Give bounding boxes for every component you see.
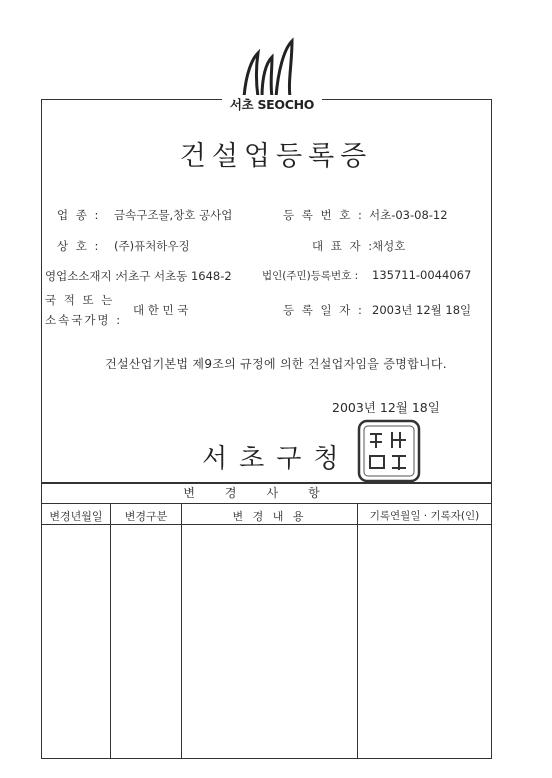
column-header-change-date: 변경년월일 xyxy=(49,510,103,523)
corp-number-label: 법인(주민)등록번호 : xyxy=(262,270,359,282)
issue-date: 2003년 12월 18일 xyxy=(332,400,440,415)
changes-title: 변경사항 xyxy=(183,486,350,500)
logo-text: 서초 SEOCHO xyxy=(222,95,322,113)
business-type-value: 금속구조물,창호 공사업 xyxy=(114,208,233,222)
document-title: 건설업등록증 xyxy=(179,141,373,172)
trade-name-value: (주)퓨처하우징 xyxy=(114,239,190,253)
representative-value: 채성호 xyxy=(372,239,406,253)
column-header-change-type: 변경구분 xyxy=(124,510,168,523)
nationality-value: 대 한 민 국 xyxy=(133,303,189,317)
certificate-frame xyxy=(41,99,492,759)
column-header-record-info: 기록연월일 · 기록자(인) xyxy=(369,510,480,522)
registration-number-label: 등 록 번 호 : xyxy=(283,208,364,222)
seocho-logo xyxy=(222,37,322,113)
registration-number-value: 서초-03-08-12 xyxy=(369,208,448,222)
column-header-change-content: 변 경 내 용 xyxy=(232,510,307,523)
nationality-label-line2: 소속국가명 : xyxy=(45,313,123,327)
address-label: 영업소소재지 : xyxy=(45,269,120,283)
certification-statement: 건설산업기본법 제9조의 규정에 의한 건설업자임을 증명합니다. xyxy=(105,357,447,371)
changes-header-divider xyxy=(41,524,492,525)
address-value: 서초구 서초동 1648-2 xyxy=(117,269,232,283)
column-divider xyxy=(357,503,358,758)
seocho-emblem-icon xyxy=(222,37,322,99)
official-seal-icon xyxy=(356,418,422,484)
trade-name-label: 상 호 : xyxy=(57,239,101,253)
issuer-name: 서초구청 xyxy=(202,444,351,474)
registration-date-label: 등 록 일 자 : xyxy=(283,303,364,317)
registration-date-value: 2003년 12월 18일 xyxy=(372,303,472,317)
business-type-label: 업 종 : xyxy=(57,208,101,222)
column-divider xyxy=(181,503,182,758)
nationality-label-line1: 국 적 또 는 xyxy=(45,293,115,307)
column-divider xyxy=(110,503,111,758)
changes-title-divider xyxy=(41,503,492,504)
representative-label: 대 표 자 : xyxy=(312,239,375,253)
corp-number-value: 135711-0044067 xyxy=(372,268,472,282)
